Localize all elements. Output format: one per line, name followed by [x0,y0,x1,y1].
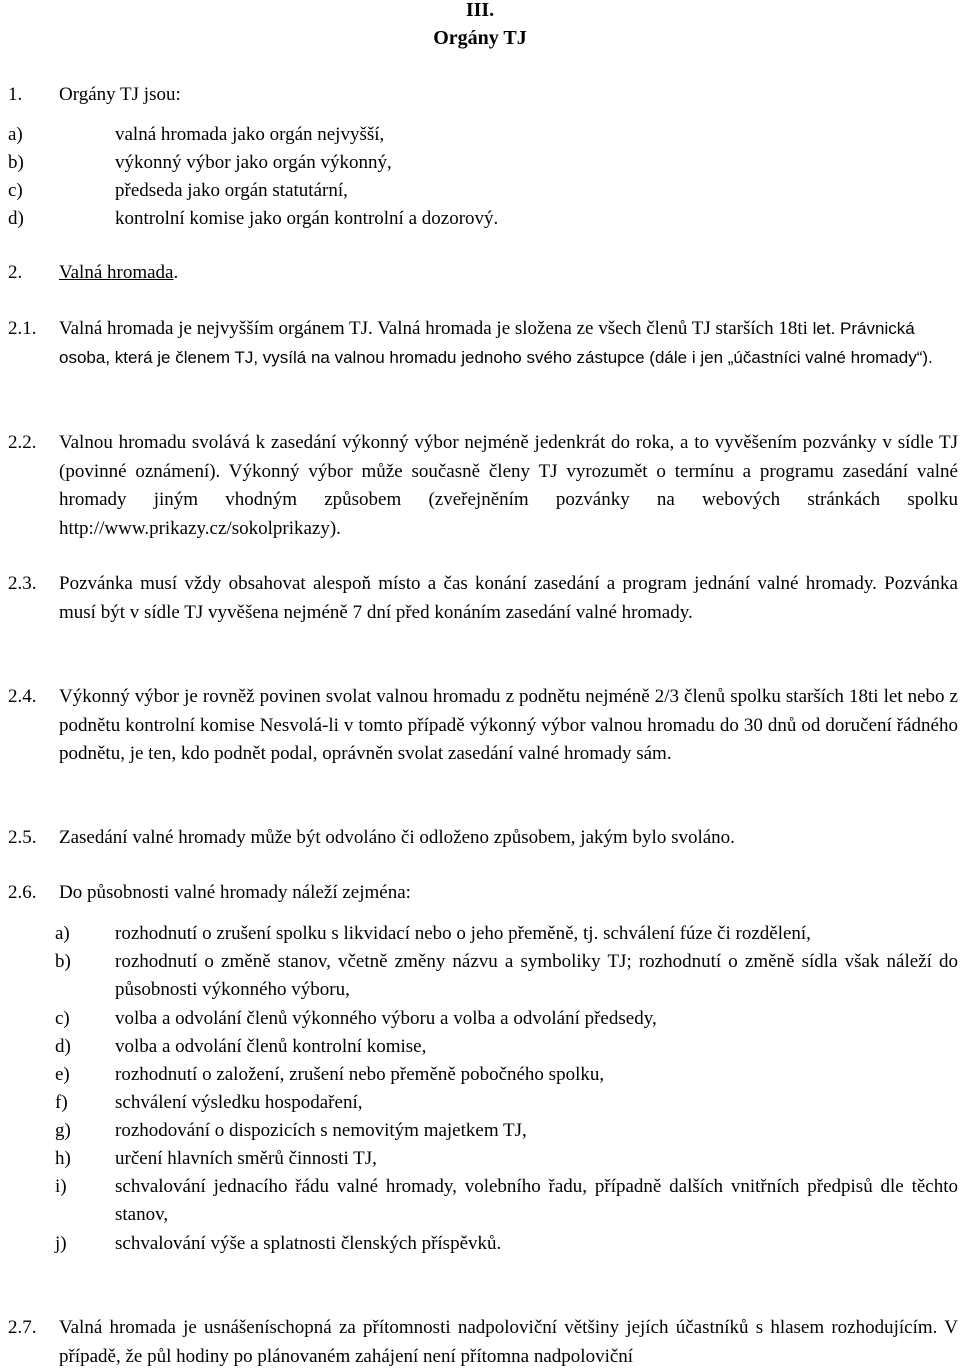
list-item [0,1061,960,1089]
list-item [0,1230,960,1258]
list-item-label: b) [8,152,24,173]
list-item-text: schválení výsledku hospodaření, [115,1092,363,1113]
list-item [0,948,960,1000]
list-item-text: kontrolní komise jako orgán kontrolní a dozorový. [115,208,499,229]
list-item [0,177,960,205]
list-item-label: c) [8,180,23,201]
clause-text: Valnou hromadu svolává k zasedání výkonný výbor nejméně jedenkrát do roka, a to vyvěšením pozvánky v sídle TJ (povinné oznámení). Výkonný výbor může současně členy TJ vyrozumět o termínu a programu zasedání valné hromady jiným vhodným způsobem (zveřejněním pozvánky na webových stránkách spolku http://www.prikazy.cz/sokolprikazy). [59,432,958,539]
list-item-text: výkonný výbor jako orgán výkonný, [115,152,392,173]
clause-text: Pozvánka musí vždy obsahovat alespoň místo a čas konání zasedání a program jednání valné hromady. Pozvánka musí být v sídle TJ vyvěšena nejméně 7 dní před konáním zasedání valné hromady. [59,573,958,623]
clause-text: Výkonný výbor je rovněž povinen svolat valnou hromadu z podnětu nejméně 2/3 členů spolku starších 18ti let nebo z podnětu kontrolní komise Nesvolá-li v tomto případě výkonný výbor valnou hromadu do 30 dnů od doručení řádného podnětu, je ten, kdo podnět podal, oprávněn svolat zasedání valné hromady sám. [59,686,958,764]
chapter-title: Orgány TJ [433,27,527,49]
list-item-text: rozhodnutí o změně stanov, včetně změny názvu a symboliky TJ; rozhodnutí o změně sídla však náleží do působnosti výkonného výboru, [115,951,958,1000]
list-item [0,1005,960,1033]
section-2-number: 2. [8,262,23,283]
clause-text: Do působnosti valné hromady náleží zejména: [59,882,411,903]
clause-text: Zasedání valné hromady může být odvoláno či odloženo způsobem, jakým bylo svoláno. [59,827,735,848]
list-item [0,1145,960,1173]
chapter-number: III. [465,0,495,21]
list-item-text: volba a odvolání členů výkonného výboru a volba a odvolání předsedy, [115,1008,657,1029]
list-item [0,205,960,233]
list-item-label: a) [55,923,70,944]
list-item [0,920,960,948]
list-item-label: d) [55,1036,71,1057]
list-item-text: rozhodnutí o zrušení spolku s likvidací nebo o jeho přeměně, tj. schválení fúze či rozdělení, [115,923,811,944]
list-item-label: f) [55,1092,68,1113]
clause-text-serif: Valná hromada je nejvyšším orgánem TJ. Valná hromada je složena ze všech členů TJ starších 18ti [59,318,808,339]
list-item-label: e) [55,1064,70,1085]
list-item-label: g) [55,1120,71,1141]
clause-number: 2.2. [8,432,37,453]
list-item-text: rozhodnutí o založení, zrušení nebo přeměně pobočného spolku, [115,1064,605,1085]
list-item-text: schvalování jednacího řádu valné hromady, volebního řadu, případně dalších vnitřních předpisů dle těchto stanov, [115,1176,958,1225]
section-1-number: 1. [8,84,23,105]
list-item-label: j) [55,1233,67,1254]
clause-number: 2.7. [8,1317,37,1338]
clause-number: 2.3. [8,573,37,594]
list-item-text: volba a odvolání členů kontrolní komise, [115,1036,427,1057]
list-item [0,121,960,149]
list-item-label: h) [55,1148,71,1169]
section-2 [0,259,960,287]
list-item-label: b) [55,951,71,972]
section-2-heading: Valná hromada [59,262,174,283]
clause-text-sans: let. Právnická osoba, která je členem TJ, vysílá na valnou hromadu jednoho svého zástupce (dále i jen „účastníci valné hromady“). [59,319,933,367]
list-item-label: i) [55,1176,67,1197]
section-1 [0,81,960,109]
list-item [0,1117,960,1145]
list-item [0,149,960,177]
list-item-text: rozhodování o dispozicích s nemovitým majetkem TJ, [115,1120,527,1141]
list-item-label: c) [55,1008,70,1029]
list-item-label: d) [8,208,24,229]
list-item-text: schvalování výše a splatnosti členských příspěvků. [115,1233,502,1254]
clause-number: 2.1. [8,318,37,339]
list-item [0,1033,960,1061]
list-item-text: valná hromada jako orgán nejvyšší, [115,124,385,145]
section-2-heading-suffix: . [173,262,179,283]
section-1-heading: Orgány TJ jsou: [59,84,181,105]
list-item-text: předseda jako orgán statutární, [115,180,348,201]
list-item [0,1089,960,1117]
list-item-label: a) [8,124,23,145]
list-item-text: určení hlavních směrů činnosti TJ, [115,1148,377,1169]
clause-number: 2.4. [8,686,37,707]
clause-number: 2.5. [8,827,37,848]
clause-text: Valná hromada je usnášeníschopná za přítomnosti nadpoloviční většiny jejích účastníků s hlasem rozhodujícím. V případě, že půl hodiny po plánovaném zahájení není přítomna nadpoloviční [59,1317,958,1367]
clause-number: 2.6. [8,882,37,903]
list-item [0,1173,960,1225]
